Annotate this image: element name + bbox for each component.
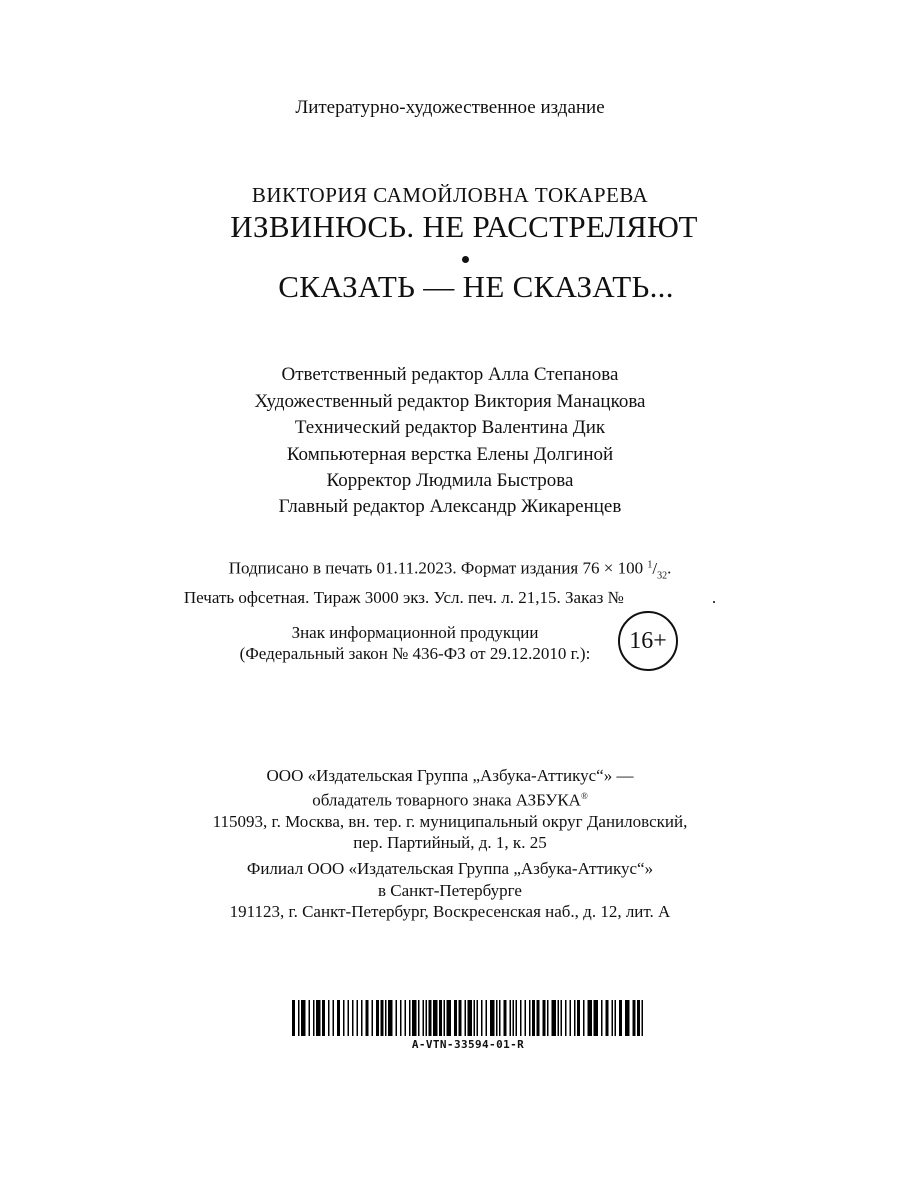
barcode-bar xyxy=(454,1000,457,1036)
barcode-bar xyxy=(433,1000,438,1036)
barcode-bar xyxy=(547,1000,549,1036)
barcode-bar xyxy=(372,1000,374,1036)
format-fraction: $^1/_{32}$ xyxy=(647,558,668,582)
barcode-bar xyxy=(558,1000,560,1036)
barcode-bar xyxy=(328,1000,330,1036)
publisher-info xyxy=(0,765,900,922)
publisher-line: пер. Партийный, д. 1, к. 25 xyxy=(353,833,547,853)
barcode-bar xyxy=(574,1000,576,1036)
age-sign-text xyxy=(230,622,600,664)
print-info-line-2: Печать офсетная. Тираж 3000 экз. Усл. печ. л. 21,15. Заказ № . xyxy=(183,588,717,608)
staff-line: Ответственный редактор Алла Степанова xyxy=(281,364,619,385)
age-rating-label: 16+ xyxy=(629,627,667,654)
staff-line: Технический редактор Валентина Дик xyxy=(294,417,606,438)
barcode-bar xyxy=(316,1000,321,1036)
barcode-bar xyxy=(606,1000,609,1036)
barcode-bar xyxy=(409,1000,411,1036)
barcode-bar xyxy=(376,1000,379,1036)
barcode-bar xyxy=(313,1000,315,1036)
barcode-bar xyxy=(459,1000,462,1036)
barcode-bar xyxy=(474,1000,476,1036)
barcode-bar xyxy=(552,1000,557,1036)
barcode-bar xyxy=(357,1000,359,1036)
barcode-bar xyxy=(468,1000,473,1036)
publisher-line: Филиал ООО «Издательская Группа „Азбука-Аттикус“» xyxy=(246,859,654,879)
barcode-bar xyxy=(444,1000,446,1036)
staff-line: Компьютерная верстка Елены Долгиной xyxy=(286,443,614,465)
age-rating-badge xyxy=(618,611,678,671)
barcode-bar xyxy=(516,1000,518,1036)
barcode-bar xyxy=(577,1000,580,1036)
barcode-bar xyxy=(333,1000,335,1036)
barcode-bar xyxy=(561,1000,563,1036)
barcode-bar xyxy=(543,1000,546,1036)
barcode-bar xyxy=(301,1000,306,1036)
barcode-bar xyxy=(499,1000,501,1036)
barcode-bar xyxy=(361,1000,363,1036)
barcode-bar xyxy=(633,1000,636,1036)
barcode-bar xyxy=(381,1000,384,1036)
barcode-bar xyxy=(510,1000,512,1036)
barcode-bar xyxy=(570,1000,572,1036)
barcode-bar xyxy=(496,1000,498,1036)
barcode-bar xyxy=(343,1000,345,1036)
publisher-line: ООО «Издательская Группа „Азбука-Аттикус“» — xyxy=(266,766,634,785)
staff-line: Художественный редактор Виктория Манацкова xyxy=(254,390,646,412)
barcode-bar xyxy=(565,1000,567,1036)
barcode-bar xyxy=(594,1000,599,1036)
barcode-bar xyxy=(439,1000,442,1036)
barcode-bar xyxy=(537,1000,540,1036)
barcode-bar xyxy=(637,1000,640,1036)
barcode-bar xyxy=(588,1000,593,1036)
book-title-2: СКАЗАТЬ — НЕ СКАЗАТЬ... xyxy=(278,269,674,304)
barcode-bar xyxy=(642,1000,644,1036)
print-info-line-1: Подписано в печать 01.11.2023. Формат издания 76 × 100 $^1/_{32}$. xyxy=(228,558,672,582)
barcode-bar xyxy=(601,1000,603,1036)
editorial-staff xyxy=(0,362,900,495)
publisher-line: обладатель товарного знака АЗБУКА® xyxy=(312,790,588,810)
barcode-bar xyxy=(405,1000,407,1036)
barcode-bar xyxy=(429,1000,432,1036)
barcode-bar xyxy=(612,1000,614,1036)
author-name: ВИКТОРИЯ САМОЙЛОВНА ТОКАРЕВА xyxy=(251,183,649,207)
barcode-bar xyxy=(426,1000,428,1036)
staff-line: Корректор Людмила Быстрова xyxy=(326,470,574,491)
chief-editor: Главный редактор Александр Жикаренцев xyxy=(278,496,622,517)
publisher-line: 115093, г. Москва, вн. тер. г. муниципальный округ Даниловский, xyxy=(212,812,688,832)
print-format-text: Подписано в печать 01.11.2023. Формат издания 76 × 100 xyxy=(228,558,644,578)
age-sign-line-2: (Федеральный закон № 436-ФЗ от 29.12.2010 г.): xyxy=(239,644,591,663)
barcode-bar xyxy=(619,1000,622,1036)
barcode-bar xyxy=(525,1000,527,1036)
publisher-line: в Санкт-Петербурге xyxy=(378,880,522,900)
registered-mark: ® xyxy=(580,791,588,802)
barcode-bar xyxy=(625,1000,630,1036)
barcode-bar xyxy=(504,1000,507,1036)
barcode-bar xyxy=(385,1000,387,1036)
barcode-bar xyxy=(292,1000,295,1036)
barcode-bar xyxy=(366,1000,369,1036)
barcode-bar xyxy=(322,1000,325,1036)
barcode-bar xyxy=(615,1000,617,1036)
barcode-bar xyxy=(418,1000,420,1036)
barcode-bar xyxy=(486,1000,488,1036)
barcode-bar xyxy=(400,1000,402,1036)
publisher-line: 191123, г. Санкт-Петербург, Воскресенская наб., д. 12, лит. А xyxy=(229,901,671,921)
barcode-bar xyxy=(337,1000,340,1036)
title-separator-bullet xyxy=(462,256,469,263)
barcode-bar xyxy=(352,1000,354,1036)
barcode-bar xyxy=(481,1000,483,1036)
barcode-bar xyxy=(532,1000,535,1036)
barcode-bar xyxy=(465,1000,467,1036)
barcode-bar xyxy=(513,1000,515,1036)
barcode-bar xyxy=(298,1000,300,1036)
barcode-bar xyxy=(388,1000,393,1036)
edition-type: Литературно-художественное издание xyxy=(295,97,605,118)
barcode-bar xyxy=(447,1000,452,1036)
barcode-bar xyxy=(412,1000,417,1036)
barcode-bar xyxy=(583,1000,585,1036)
barcode-image xyxy=(292,1000,644,1036)
barcode-bar xyxy=(396,1000,398,1036)
barcode-bar xyxy=(490,1000,495,1036)
barcode-bar xyxy=(423,1000,425,1036)
barcode-bar xyxy=(529,1000,531,1036)
barcode-bar xyxy=(477,1000,479,1036)
print-info xyxy=(0,554,900,609)
barcode-bar xyxy=(309,1000,311,1036)
barcode-code: A-VTN-33594-01-R xyxy=(411,1038,525,1051)
barcode-bar xyxy=(520,1000,522,1036)
print-run-text: Печать офсетная. Тираж 3000 экз. Усл. печ. л. 21,15. Заказ № xyxy=(183,588,624,608)
age-sign-line-1: Знак информационной продукции xyxy=(291,623,539,642)
barcode-bar xyxy=(348,1000,350,1036)
book-title-1: ИЗВИНЮСЬ. НЕ РАССТРЕЛЯЮТ xyxy=(230,209,698,244)
